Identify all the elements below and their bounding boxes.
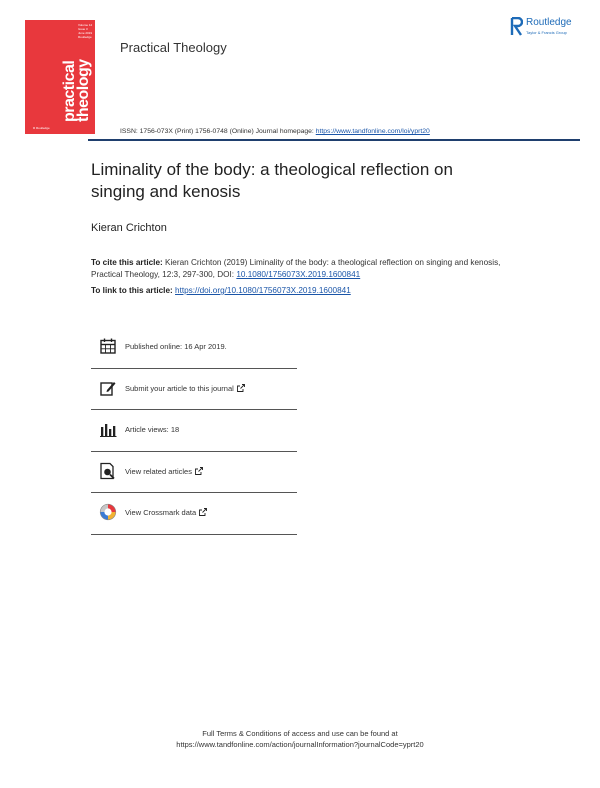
meta-crossmark[interactable] (91, 493, 297, 535)
submit-article-link[interactable] (125, 384, 245, 393)
published-date: Published online: 16 Apr 2019. (125, 342, 227, 351)
meta-views (91, 410, 297, 452)
routledge-icon (510, 17, 523, 36)
cover-issue-text: Volume 12 Issue 3 June 2019 Routledge (78, 23, 93, 39)
article-title-line1: Liminality of the body: a theological reflection on (91, 160, 453, 179)
footer-line1: Full Terms & Conditions of access and use can be found at (202, 729, 398, 738)
article-author: Kieran Crichton (91, 222, 167, 234)
publisher-tagline: Taylor & Francis Group (526, 30, 567, 35)
article-meta-list (91, 327, 297, 535)
publisher-logo (510, 17, 588, 39)
meta-published (91, 327, 297, 369)
journal-cover (25, 20, 95, 134)
edit-icon (99, 379, 117, 397)
meta-related[interactable] (91, 452, 297, 494)
cover-title-line1: practical (61, 60, 78, 122)
cover-publisher-mark: R Routledge (33, 126, 50, 130)
article-link-line (91, 286, 351, 295)
footer-terms-link[interactable]: https://www.tandfonline.com/action/journalInformation?journalCode=yprt20 (176, 740, 424, 749)
citation-block (91, 257, 531, 281)
article-views: Article views: 18 (125, 425, 180, 434)
doi-link[interactable]: 10.1080/1756073X.2019.1600841 (236, 270, 361, 279)
external-link-icon (195, 467, 203, 475)
crossmark-label: View Crossmark data (125, 508, 197, 517)
submit-article-label: Submit your article to this journal (125, 383, 234, 393)
article-title-line2: singing and kenosis (91, 182, 241, 201)
issn-text: ISSN: 1756-073X (Print) 1756-0748 (Online) Journal homepage: (120, 128, 316, 135)
crossmark-icon (99, 503, 117, 521)
article-url-link[interactable]: https://doi.org/10.1080/1756073X.2019.1600841 (175, 286, 351, 295)
related-articles-icon (99, 462, 117, 480)
cover-title-line2: theology (75, 59, 92, 122)
footer-terms (0, 728, 600, 750)
publisher-name: Routledge (526, 17, 572, 28)
cover-title (63, 59, 91, 122)
bar-chart-icon (99, 420, 117, 438)
header-divider (88, 139, 580, 141)
article-title (91, 159, 561, 203)
meta-submit[interactable] (91, 369, 297, 411)
related-articles-label: View related articles (125, 466, 192, 476)
external-link-icon (237, 384, 245, 392)
related-articles-link[interactable] (125, 467, 203, 476)
link-label: To link to this article: (91, 286, 176, 295)
crossmark-link[interactable] (125, 508, 207, 517)
calendar-icon (99, 337, 117, 355)
citation-label: To cite this article: (91, 258, 163, 267)
journal-name: Practical Theology (120, 40, 227, 55)
citation-text: Kieran Crichton (2019) Liminality of the body: a theological reflection on singing and kenosis, Practical Theology, 12:3, 297-300, DOI: (91, 258, 501, 279)
external-link-icon (199, 508, 207, 516)
issn-line (120, 128, 430, 135)
journal-homepage-link[interactable]: https://www.tandfonline.com/loi/yprt20 (315, 128, 430, 135)
